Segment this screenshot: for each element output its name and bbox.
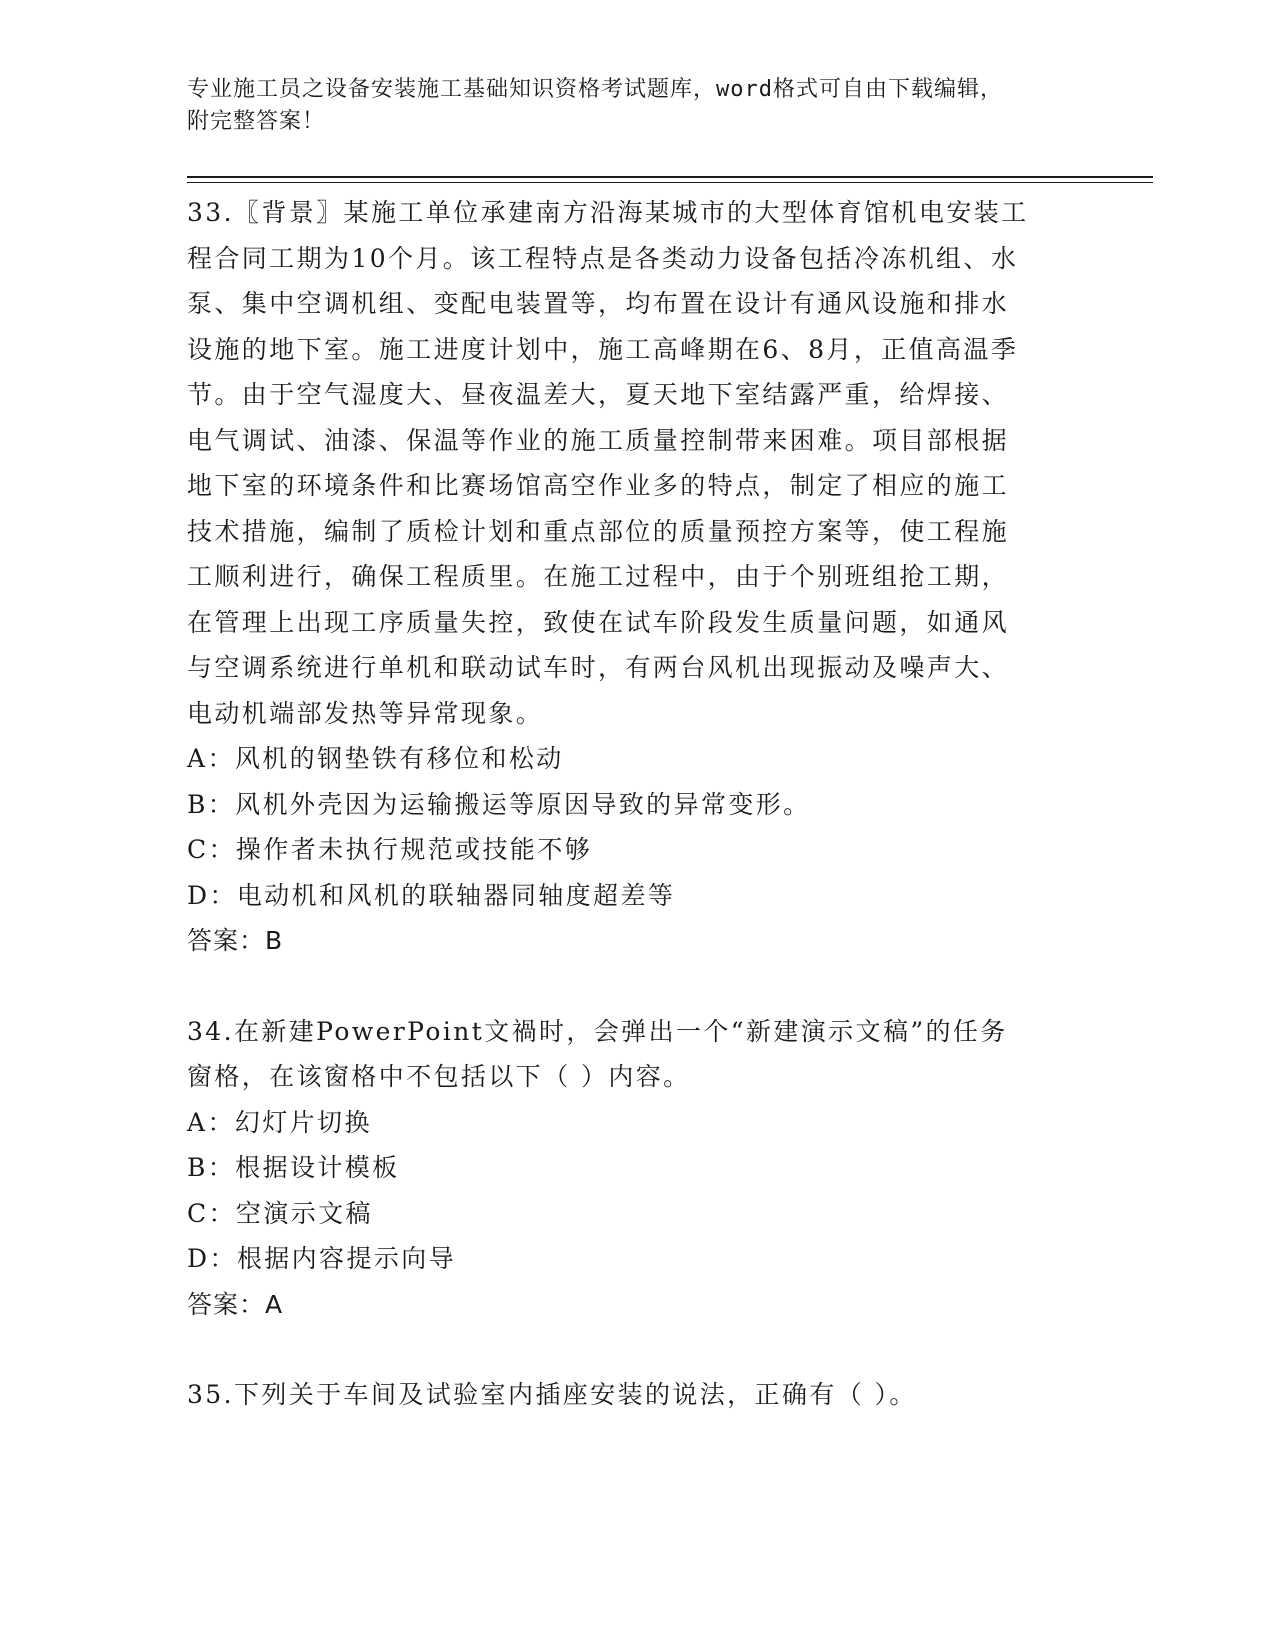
- question-spacer: [187, 1327, 1077, 1372]
- option-b: B：风机外壳因为运输搬运等原因导致的异常变形。: [187, 789, 811, 819]
- stem-line: 技术措施，编制了质检计划和重点部位的质量预控方案等，使工程施: [187, 516, 1010, 546]
- stem-line: 泵、集中空调机组、变配电装置等，均布置在设计有通风设施和排水: [187, 289, 1010, 318]
- stem-line: 工顺利进行，确保工程质里。在施工过程中，由于个别班组抢工期，: [187, 562, 1010, 591]
- question-35: [187, 1372, 1077, 1418]
- option-b: B：根据设计模板: [187, 1153, 400, 1182]
- stem-line: 地下室的环境条件和比赛场馆高空作业多的特点，制定了相应的施工: [187, 471, 1010, 500]
- stem-line: 窗格，在该窗格中不包括以下（ ）内容。: [187, 1062, 691, 1091]
- stem-line: 34.在新建PowerPoint文禍时，会弹出一个“新建演示文稿”的任务: [187, 1016, 1008, 1046]
- stem-line: 在管理上出现工序质量失控，致使在试车阶段发生质量问题，如通风: [187, 607, 1010, 637]
- option-d: D：电动机和风机的联轴器同轴度超差等: [187, 880, 676, 910]
- question-list: [187, 190, 1077, 1418]
- document-header: [187, 74, 1067, 138]
- stem-line: 电气调试、油漆、保温等作业的施工质量控制带来困难。项目部根据: [187, 425, 1010, 455]
- option-d: D：根据内容提示向导: [187, 1244, 457, 1273]
- option-c: C：空演示文稿: [187, 1198, 373, 1228]
- question-34: [187, 1009, 1077, 1328]
- stem-line: 程合同工期为10个月。该工程特点是各类动力设备包括冷冻机组、水: [187, 243, 1019, 273]
- stem-line: 33.〖背景〗某施工单位承建南方沿海某城市的大型体育馆机电安装工: [187, 198, 1029, 227]
- header-line-2: 附完整答案！: [187, 109, 326, 134]
- header-line-1: 专业施工员之设备安装施工基础知识资格考试题库，word格式可自由下载编辑，: [187, 77, 1003, 102]
- stem-line: 设施的地下室。施工进度计划中，施工高峰期在6、8月，正值高温季: [187, 334, 1019, 364]
- header-divider-thick: [187, 176, 1153, 178]
- option-a: A：风机的钢垫铁有移位和松动: [187, 744, 564, 773]
- question-spacer: [187, 964, 1077, 1009]
- option-a: A：幻灯片切换: [187, 1107, 372, 1137]
- question-stem: [187, 1372, 1077, 1418]
- stem-line: 35.下列关于车间及试验室内插座安装的说法，正确有（ ）。: [187, 1380, 917, 1409]
- question-stem: [187, 1009, 1077, 1100]
- stem-line: 电动机端部发热等异常现象。: [187, 698, 544, 728]
- question-33: [187, 190, 1077, 964]
- answer-label: 答案：B: [187, 926, 284, 955]
- question-stem: [187, 190, 1077, 736]
- answer-label: 答案：A: [187, 1289, 284, 1319]
- stem-line: 与空调系统进行单机和联动试车时，有两台风机出现振动及噪声大、: [187, 653, 1010, 682]
- header-divider-thin: [187, 182, 1153, 183]
- stem-line: 节。由于空气湿度大、昼夜温差大，夏天地下室结露严重，给焊接、: [187, 380, 1010, 409]
- option-c: C：操作者未执行规范或技能不够: [187, 835, 593, 864]
